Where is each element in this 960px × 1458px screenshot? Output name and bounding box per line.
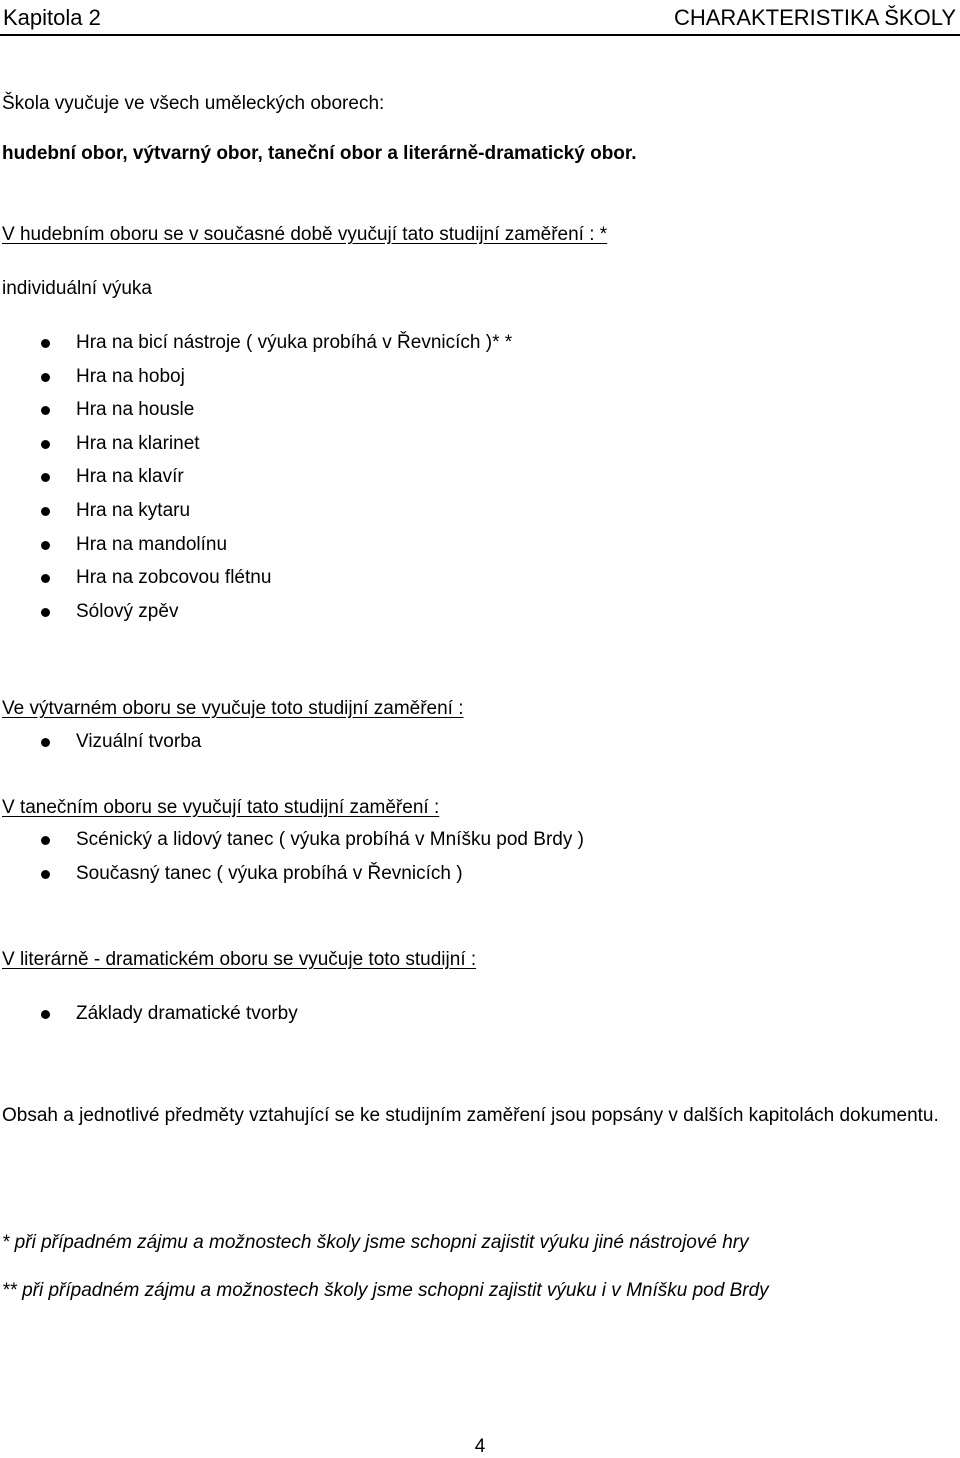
intro-line: Škola vyučuje ve všech uměleckých oborech: <box>2 93 385 114</box>
dance-heading: V tanečním oboru se vyučují tato studijní zaměření : <box>2 797 440 818</box>
list-item: Hra na kytaru <box>0 500 512 534</box>
music-list <box>0 332 512 634</box>
list-item: Hra na klarinet <box>0 433 512 467</box>
list-item: Hra na zobcovou flétnu <box>0 567 512 601</box>
list-item: Hra na hoboj <box>0 366 512 400</box>
list-item: Současný tanec ( výuka probíhá v Řevnicích ) <box>0 863 584 897</box>
list-item: Sólový zpěv <box>0 601 512 635</box>
list-item: Vizuální tvorba <box>0 731 201 765</box>
list-item: Hra na housle <box>0 399 512 433</box>
page-number: 4 <box>474 1436 486 1457</box>
page-header <box>0 0 960 36</box>
footnote-2: ** při případném zájmu a možnostech školy jsme schopni zajistit výuku i v Mníšku pod Brdy <box>2 1280 769 1301</box>
music-heading: V hudebním oboru se v současné době vyučují tato studijní zaměření : * <box>2 224 608 245</box>
chapter-label: Kapitola 2 <box>3 5 101 30</box>
chapter-title: CHARAKTERISTIKA ŠKOLY <box>673 5 956 30</box>
list-item: Základy dramatické tvorby <box>0 1003 298 1037</box>
music-subheading: individuální výuka <box>2 278 152 299</box>
intro-fields: hudební obor, výtvarný obor, taneční obor a literárně-dramatický obor. <box>2 143 637 164</box>
footnote-1: * při případném zájmu a možnostech školy jsme schopni zajistit výuku jiné nástrojové hry <box>2 1232 749 1253</box>
list-item: Hra na klavír <box>0 466 512 500</box>
list-item: Scénický a lidový tanec ( výuka probíhá v Mníšku pod Brdy ) <box>0 829 584 863</box>
drama-list <box>0 1003 298 1037</box>
closing-paragraph: Obsah a jednotlivé předměty vztahující se ke studijním zaměření jsou popsány v dalších kapitolách dokumentu. <box>2 1105 939 1126</box>
list-item: Hra na mandolínu <box>0 534 512 568</box>
visual-heading: Ve výtvarném oboru se vyučuje toto studijní zaměření : <box>2 698 464 719</box>
list-item: Hra na bicí nástroje ( výuka probíhá v Řevnicích )* * <box>0 332 512 366</box>
drama-heading: V literárně - dramatickém oboru se vyučuje toto studijní : <box>2 949 477 970</box>
visual-list <box>0 731 201 765</box>
dance-list <box>0 829 584 896</box>
